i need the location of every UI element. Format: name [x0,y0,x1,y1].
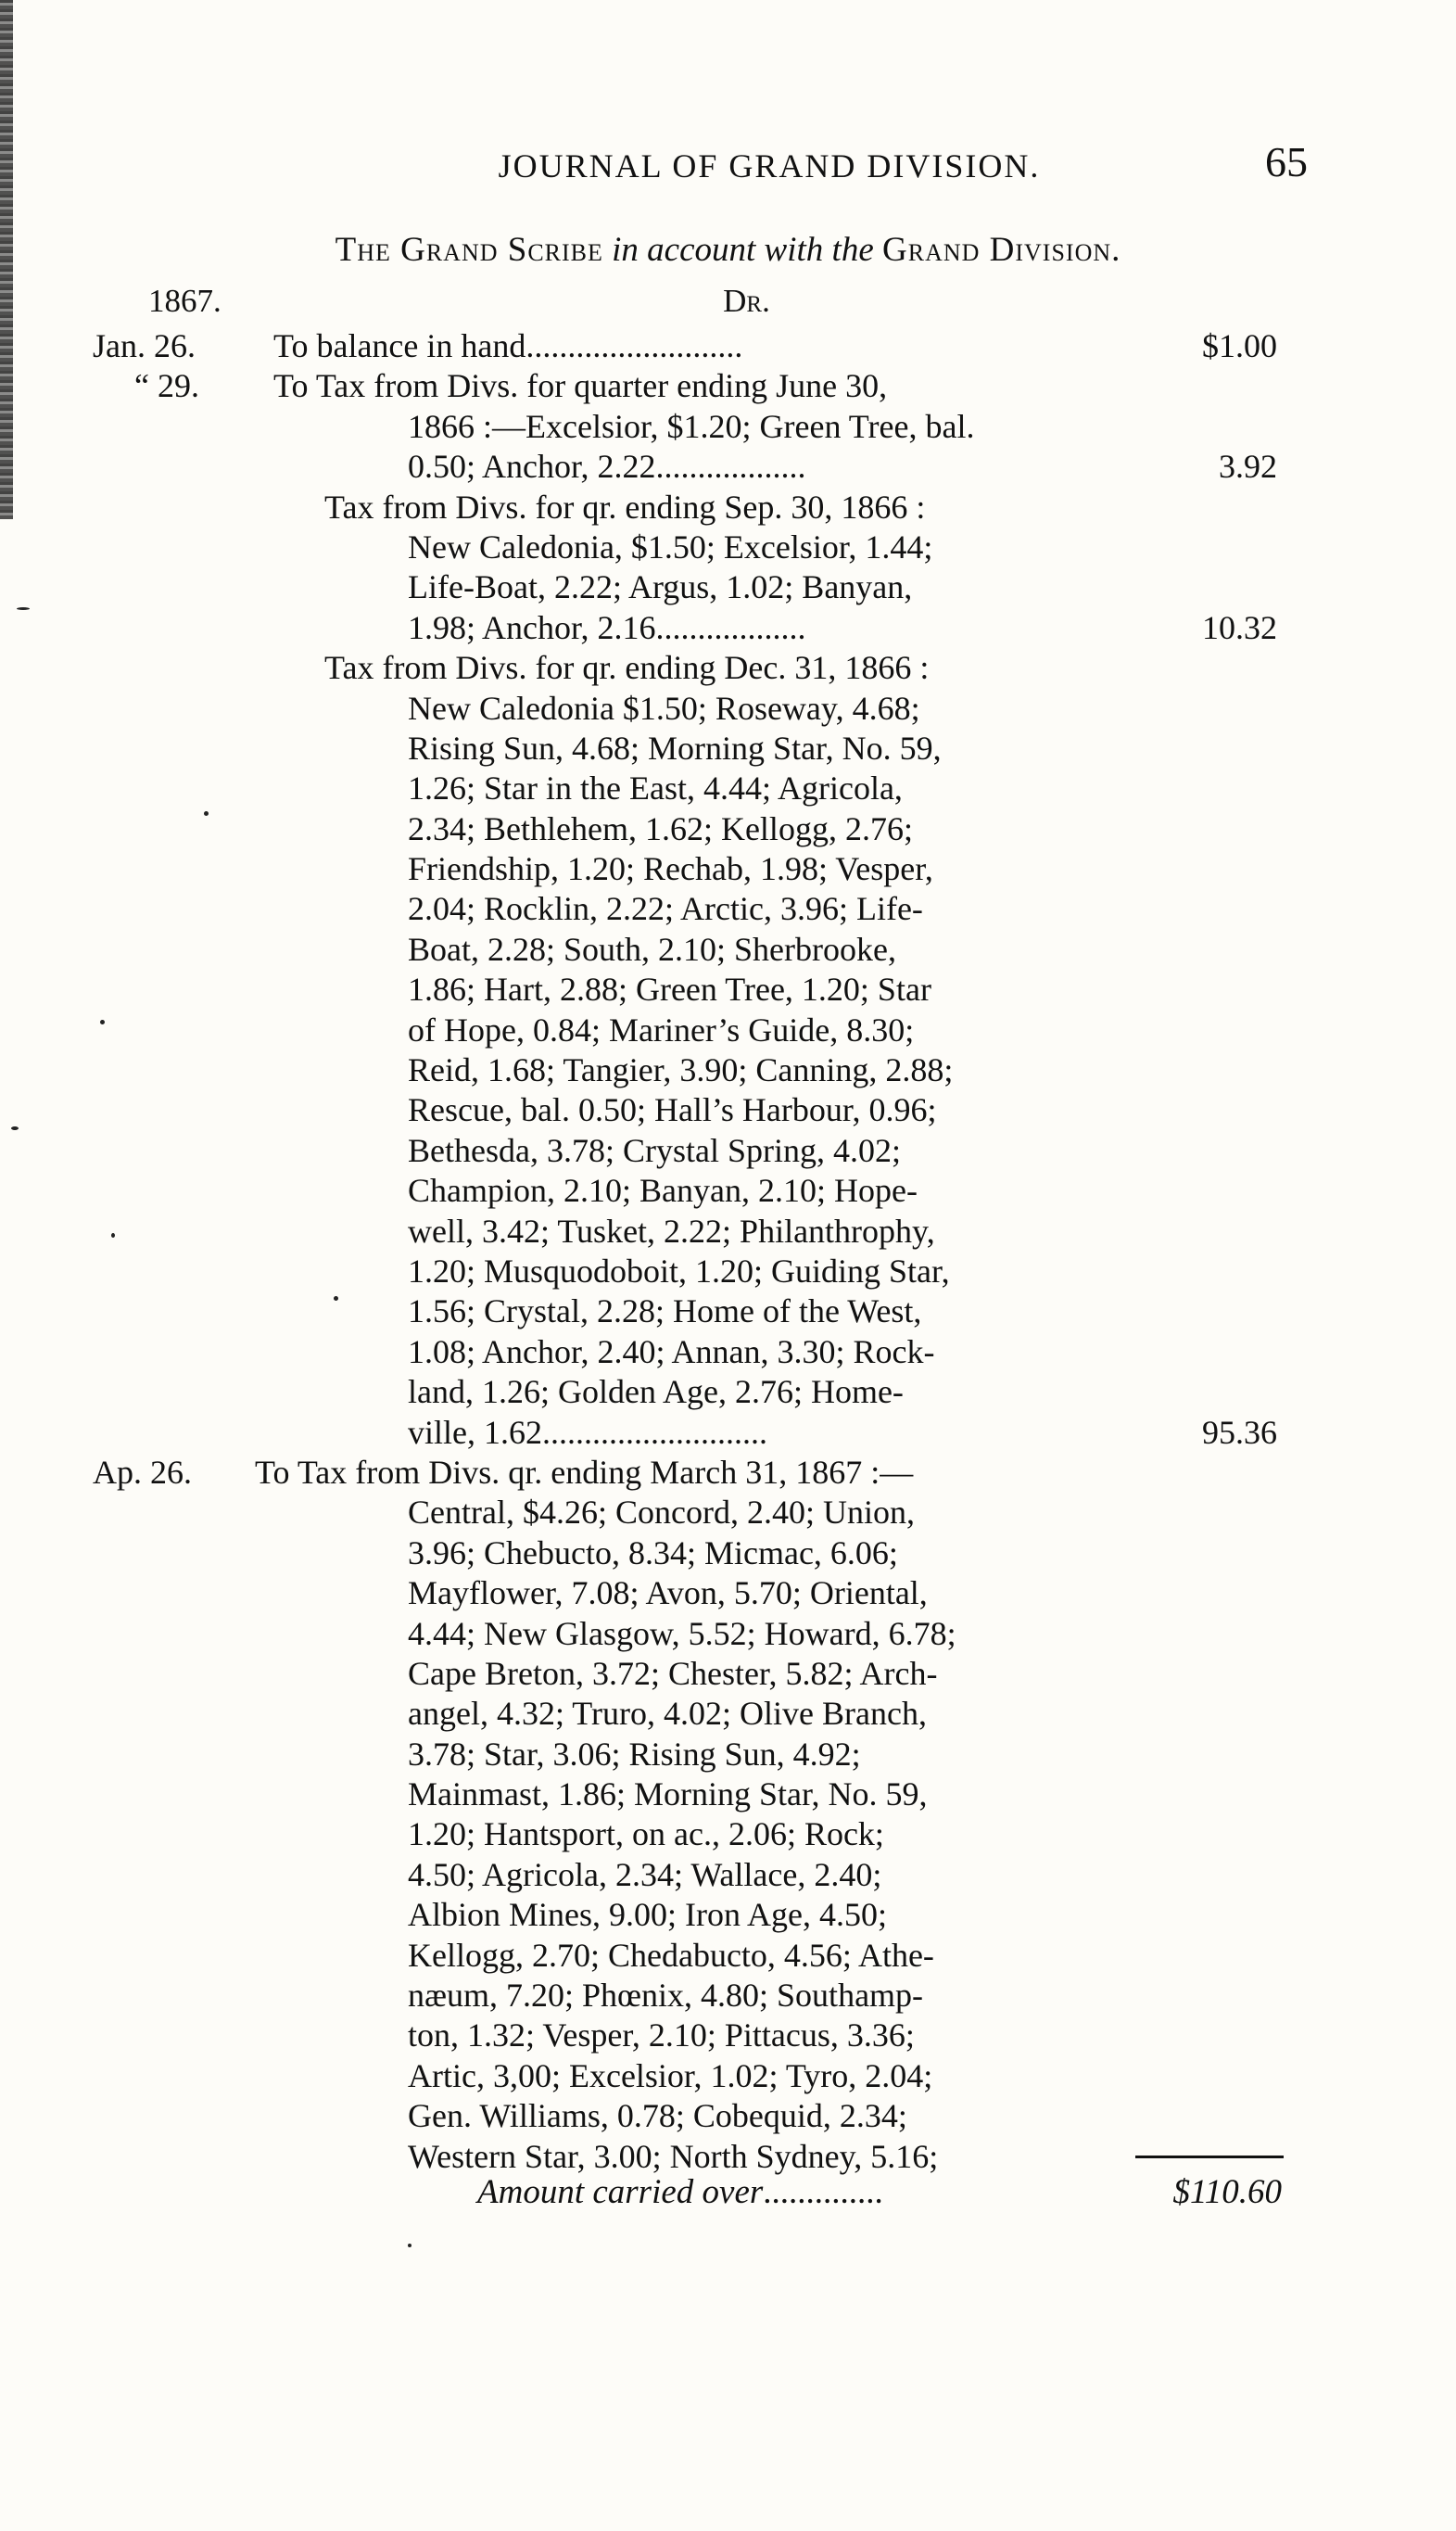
entry-text: well, 3.42; Tusket, 2.22; Philanthrophy, [408,1212,935,1250]
ledger-line [0,849,1456,889]
speck [408,2244,411,2247]
entry-text: New Caledonia, $1.50; Excelsior, 1.44; [408,528,933,566]
ledger-line [0,1895,1456,1935]
ledger-line [0,930,1456,970]
ledger-line [0,889,1456,929]
entry-text: To Tax from Divs. for quarter ending June 30, [273,367,888,405]
entry-text: Reid, 1.68; Tangier, 3.90; Canning, 2.88; [408,1051,954,1089]
entry-text: 1.20; Hantsport, on ac., 2.06; Rock; [408,1815,884,1853]
entry-text: 1.98; Anchor, 2.16.................. [408,608,806,646]
ledger-line [0,1413,1456,1453]
entry-text: Boat, 2.28; South, 2.10; Sherbrooke, [408,930,896,968]
entry-date: Jan. 26. [93,327,196,364]
entry-text: 3.78; Star, 3.06; Rising Sun, 4.92; [408,1735,861,1773]
entry-date: Ap. 26. [93,1453,192,1491]
entry-text: Friendship, 1.20; Rechab, 1.98; Vesper, [408,850,933,888]
account-heading [0,230,1456,270]
entry-text: To Tax from Divs. qr. ending March 31, 1867 :— [255,1453,914,1491]
entry-text: Cape Breton, 3.72; Chester, 5.82; Arch- [408,1654,938,1692]
ledger-line [0,1372,1456,1412]
entry-text: 4.50; Agricola, 2.34; Wallace, 2.40; [408,1855,882,1893]
ledger-line [0,366,1456,406]
ledger-line [0,1654,1456,1694]
debit-label: Dr. [723,283,770,319]
entry-text: 4.44; New Glasgow, 5.52; Howard, 6.78; [408,1614,956,1652]
total-label-text: Amount carried over [477,2173,764,2211]
ledger-line [0,326,1456,366]
entry-text: Champion, 2.10; Banyan, 2.10; Hope- [408,1172,918,1210]
ledger-line [0,2016,1456,2055]
entry-text: 2.04; Rocklin, 2.22; Arctic, 3.96; Life- [408,890,923,928]
ledger-line [0,1453,1456,1493]
page-number: 65 [1265,138,1308,185]
heading-part-1: The Grand Scribe [335,231,603,269]
ledger-line [0,1573,1456,1613]
entry-text: land, 1.26; Golden Age, 2.76; Home- [408,1373,904,1411]
ledger-line [0,567,1456,607]
ledger-line [0,488,1456,528]
entry-text: 1.20; Musquodoboit, 1.20; Guiding Star, [408,1252,950,1290]
ledger-line [0,1774,1456,1814]
entry-text: Rescue, bal. 0.50; Hall’s Harbour, 0.96; [408,1091,937,1129]
total-rule [1135,2156,1284,2158]
ledger-line [0,1131,1456,1171]
entry-text: Mayflower, 7.08; Avon, 5.70; Oriental, [408,1574,928,1612]
entry-amount: 3.92 [1219,448,1277,486]
entry-text: Mainmast, 1.86; Morning Star, No. 59, [408,1775,928,1813]
entry-text: New Caledonia $1.50; Roseway, 4.68; [408,689,920,727]
ledger-line [0,1694,1456,1734]
total-line [0,2172,1456,2213]
entry-amount: 10.32 [1202,608,1277,646]
entry-text: ville, 1.62........................... [408,1413,767,1451]
entry-amount: 95.36 [1202,1413,1277,1451]
entry-amount: $1.00 [1202,327,1277,364]
entry-text: 1866 :—Excelsior, $1.20; Green Tree, bal. [408,407,975,445]
ledger-line [0,1291,1456,1331]
entry-text: Tax from Divs. for qr. ending Sep. 30, 1866 : [324,488,926,526]
entry-text: of Hope, 0.84; Mariner’s Guide, 8.30; [408,1011,915,1049]
ledger-line [0,1533,1456,1573]
heading-part-2: in account with the [612,231,874,269]
ledger-line [0,407,1456,447]
ledger-line [0,1814,1456,1854]
entry-text: Bethesda, 3.78; Crystal Spring, 4.02; [408,1131,901,1169]
entry-text: Central, $4.26; Concord, 2.40; Union, [408,1494,915,1532]
ledger-line [0,1332,1456,1372]
ledger-entries [0,326,1456,2177]
entry-text: Tax from Divs. for qr. ending Dec. 31, 1866 : [324,649,930,687]
ledger-line [0,809,1456,849]
total-leader-dots: .............. [763,2173,883,2211]
ledger-line [0,689,1456,729]
entry-text: 0.50; Anchor, 2.22.................. [408,448,806,486]
entry-text: 1.26; Star in the East, 4.44; Agricola, [408,769,903,808]
entry-date: “ 29. [134,367,199,405]
ledger-line [0,769,1456,808]
entry-text: 1.56; Crystal, 2.28; Home of the West, [408,1292,922,1330]
heading-part-3: Grand Division. [882,231,1121,269]
ledger-line [0,1976,1456,2016]
ledger-line [0,2056,1456,2096]
ledger-line [0,1252,1456,1291]
ledger-line [0,608,1456,648]
ledger-line [0,1855,1456,1895]
entry-text: angel, 4.32; Truro, 4.02; Olive Branch, [408,1695,927,1733]
entry-text: næum, 7.20; Phœnix, 4.80; Southamp- [408,1977,924,2015]
ledger-line [0,1090,1456,1130]
ledger-line [0,528,1456,567]
entry-text: Artic, 3,00; Excelsior, 1.02; Tyro, 2.04; [408,2056,933,2094]
entry-text: 3.96; Chebucto, 8.34; Micmac, 6.06; [408,1533,898,1571]
entry-text: To balance in hand.......................... [273,327,743,364]
ledger-line [0,1493,1456,1533]
ledger-line [0,1171,1456,1211]
ledger-line [0,1936,1456,1976]
ledger-line [0,970,1456,1010]
entry-text: Kellogg, 2.70; Chedabucto, 4.56; Athe- [408,1936,934,1974]
total-label [477,2172,883,2213]
ledger-line [0,1735,1456,1774]
year-label: 1867. [148,283,222,319]
ledger-line [0,648,1456,688]
ledger-line [0,1050,1456,1090]
entry-text: Albion Mines, 9.00; Iron Age, 4.50; [408,1896,887,1934]
entry-text: ton, 1.32; Vesper, 2.10; Pittacus, 3.36; [408,2016,915,2054]
entry-text: 1.86; Hart, 2.88; Green Tree, 1.20; Star [408,971,931,1009]
entry-text: 2.34; Bethlehem, 1.62; Kellogg, 2.76; [408,809,913,847]
entry-text: Rising Sun, 4.68; Morning Star, No. 59, [408,729,942,767]
entry-text: Life-Boat, 2.22; Argus, 1.02; Banyan, [408,568,913,606]
ledger-line [0,447,1456,487]
ledger-line [0,1212,1456,1252]
ledger-line [0,1614,1456,1654]
ledger-line [0,1011,1456,1050]
ledger-line [0,2096,1456,2136]
entry-text: Gen. Williams, 0.78; Cobequid, 2.34; [408,2097,907,2135]
total-amount: $110.60 [1172,2173,1282,2211]
entry-text: 1.08; Anchor, 2.40; Annan, 3.30; Rock- [408,1332,935,1370]
running-title: JOURNAL OF GRAND DIVISION. [498,147,1041,184]
entry-text: Western Star, 3.00; North Sydney, 5.16; [408,2137,939,2175]
ledger-line [0,729,1456,769]
